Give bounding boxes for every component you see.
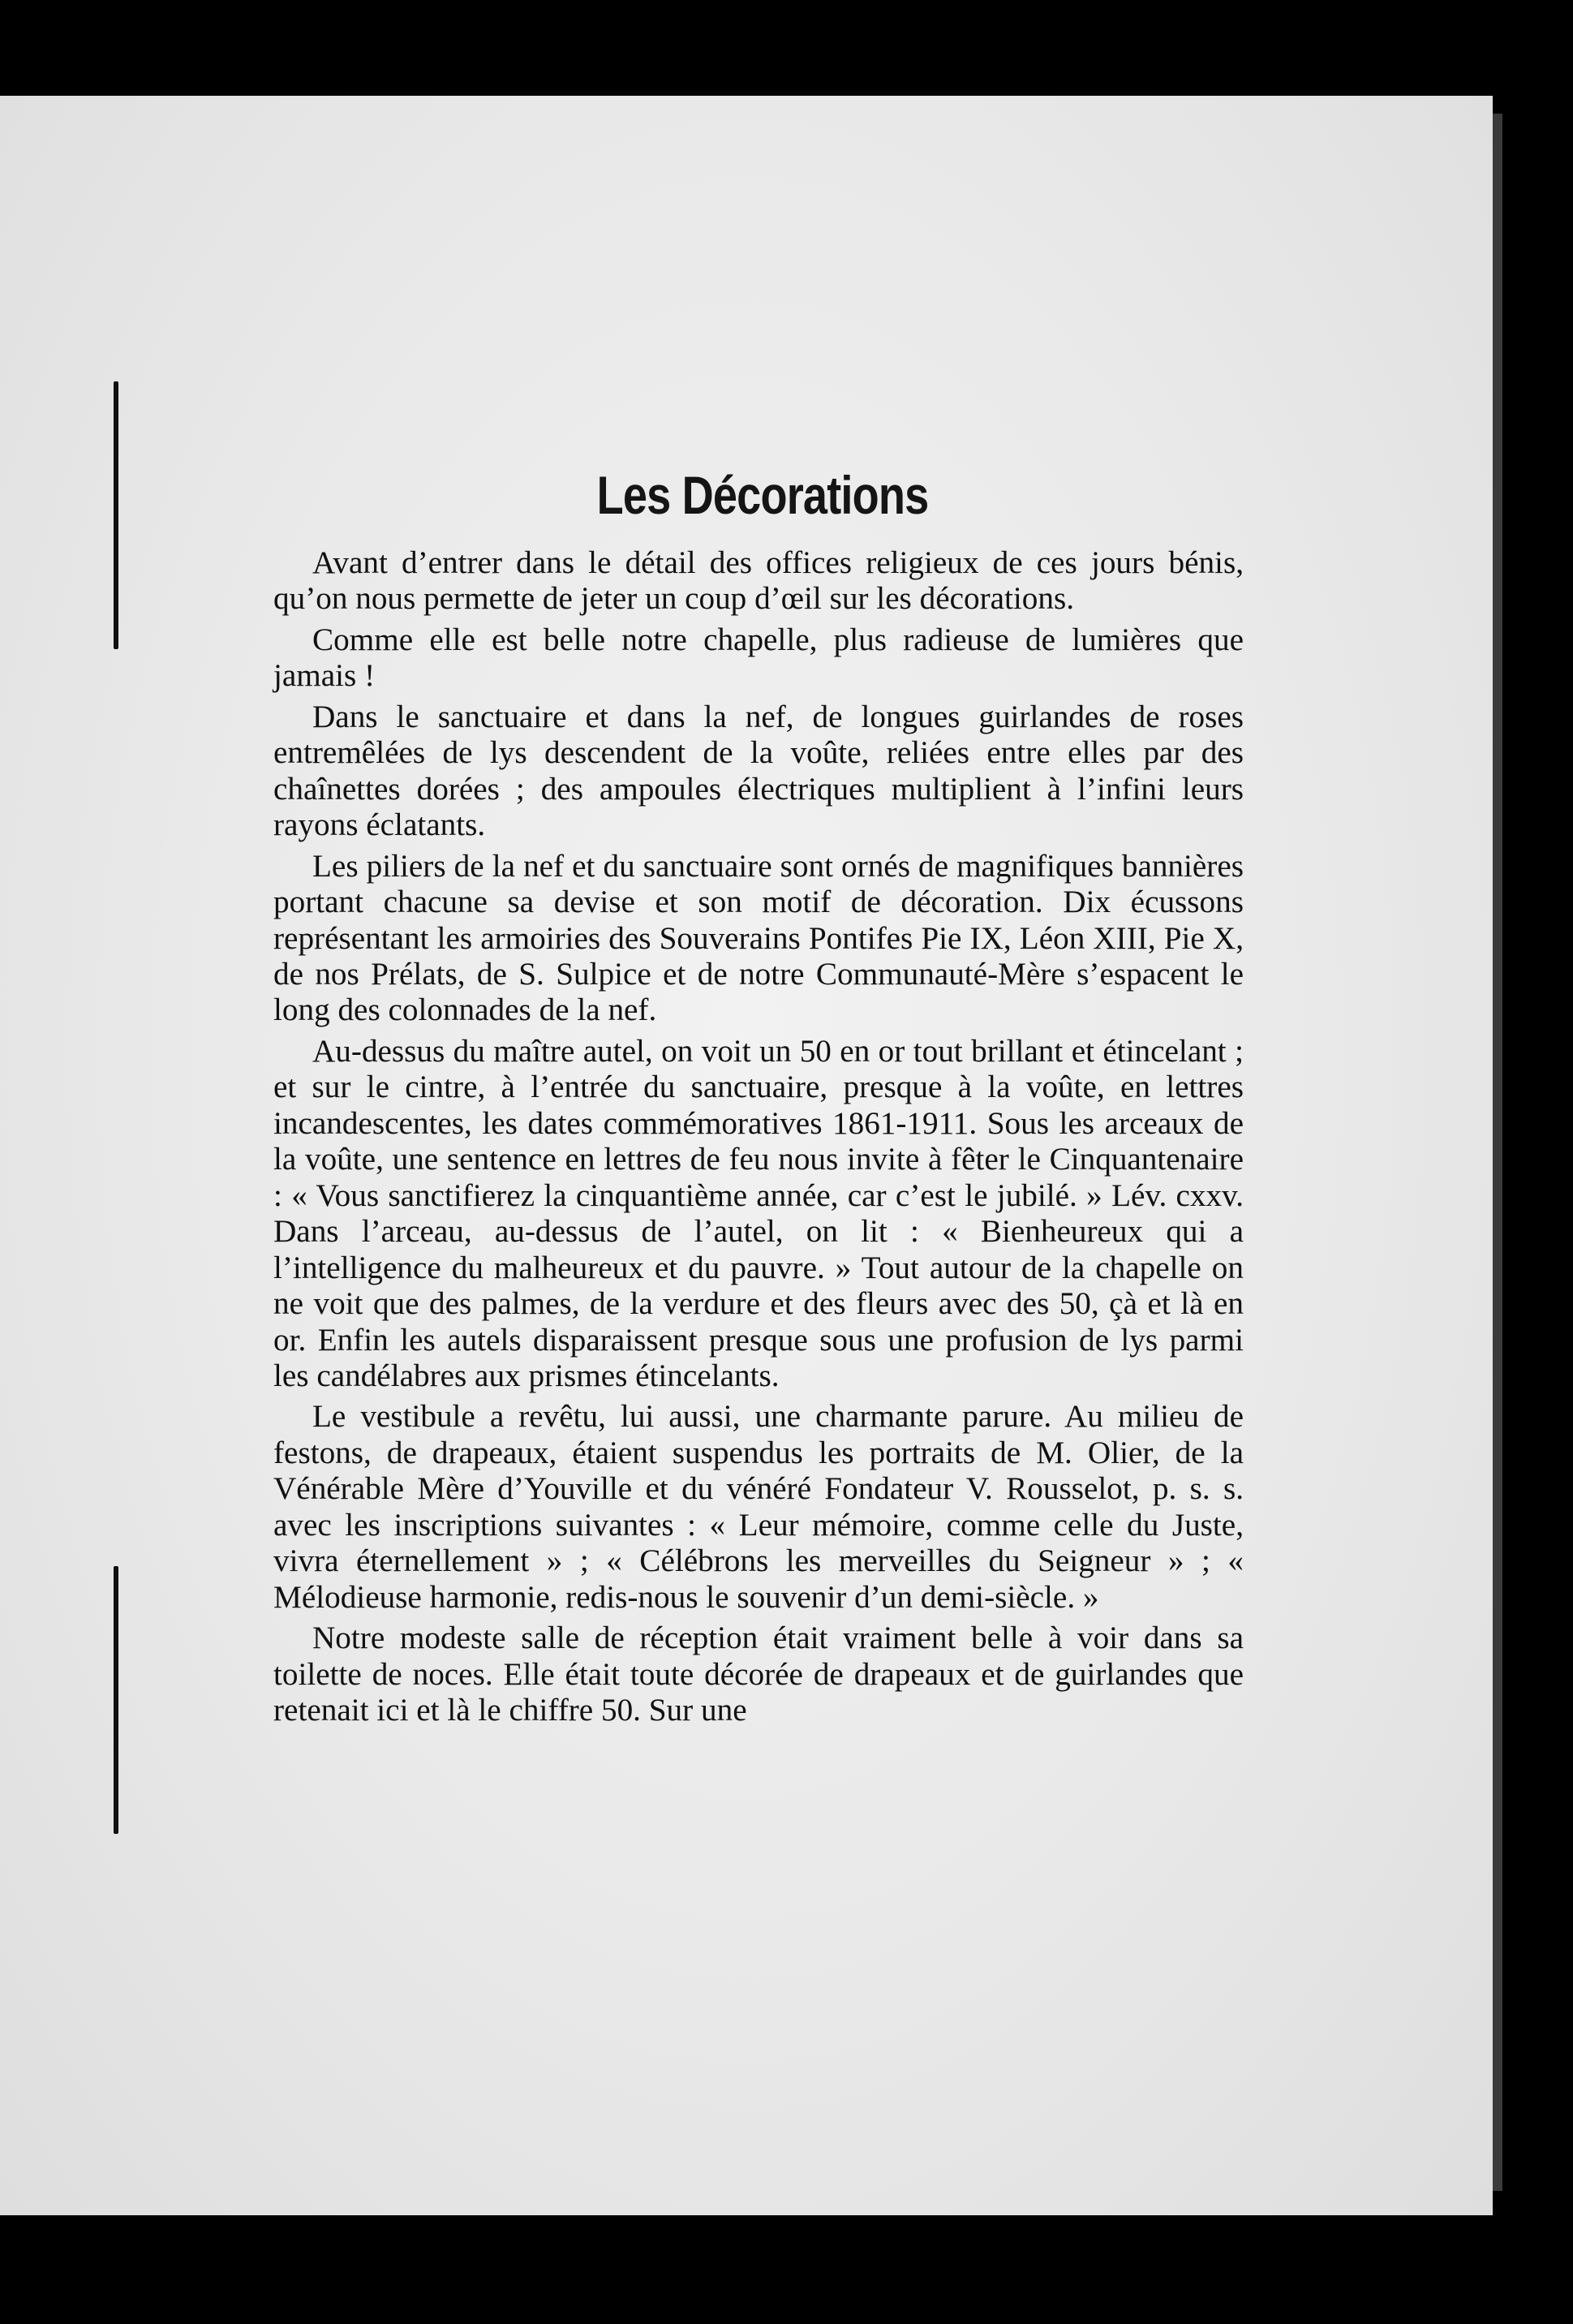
paragraph: Comme elle est belle notre chapelle, plus radieuse de lumières que jamais ! [273, 622, 1244, 694]
paragraph: Notre modeste salle de réception était vraiment belle à voir dans sa toilette de noces. Elle était toute décorée de drapeaux et de guirlandes que retenait ici et là le chiffre 50. Sur une [273, 1620, 1244, 1728]
paragraph: Le vestibule a revêtu, lui aussi, une charmante parure. Au milieu de festons, de drapeaux, étaient suspendus les portraits de M. Olier, de la Vénérable Mère d’Youville et du vénéré Fondateur V. Rousselot, p. s. s. avec les inscriptions suivantes : « Leur mémoire, comme celle du Juste, vivra éternellement » ; « Célébrons les merveilles du Seigneur » ; « Mélodieuse harmonie, redis-nous le souvenir d’un demi-siècle. » [273, 1399, 1244, 1615]
margin-mark [114, 381, 118, 649]
paragraph: Avant d’entrer dans le détail des offices religieux de ces jours bénis, qu’on nous permette de jeter un coup d’œil sur les décorations. [273, 545, 1244, 617]
page-title: Les Décorations [596, 465, 929, 526]
margin-mark [114, 1566, 118, 1834]
paragraph: Au-dessus du maître autel, on voit un 50 en or tout brillant et étincelant ; et sur le cintre, à l’entrée du sanctuaire, presque à la voûte, en lettres incandescentes, les dates commémoratives 1861-1911. Sous les arceaux de la voûte, une sentence en lettres de feu nous invite à fêter le Cinquantenaire : « Vous sanctifierez la cinquantième année, car c’est le jubilé. » Lév. cxxv. Dans l’arceau, au-dessus de l’autel, on lit : « Bienheureux qui a l’intelligence du malheureux et du pauvre. » Tout autour de la chapelle on ne voit que des palmes, de la verdure et des fleurs avec des 50, çà et là en or. Enfin les autels disparaissent presque sous une profusion de lys parmi les candélabres aux prismes étincelants. [273, 1033, 1244, 1393]
body-text [273, 545, 1244, 1734]
paragraph: Dans le sanctuaire et dans la nef, de longues guirlandes de roses entremêlées de lys descendent de la voûte, reliées entre elles par des chaînettes dorées ; des ampoules électriques multiplient à l’infini leurs rayons éclatants. [273, 699, 1244, 843]
page-edge [1493, 114, 1502, 2191]
paragraph: Les piliers de la nef et du sanctuaire sont ornés de magnifiques bannières portant chacune sa devise et son motif de décoration. Dix écussons représentant les armoiries des Souverains Pontifes Pie IX, Léon XIII, Pie X, de nos Prélats, de S. Sulpice et de notre Communauté-Mère s’espacent le long des colonnades de la nef. [273, 848, 1244, 1028]
